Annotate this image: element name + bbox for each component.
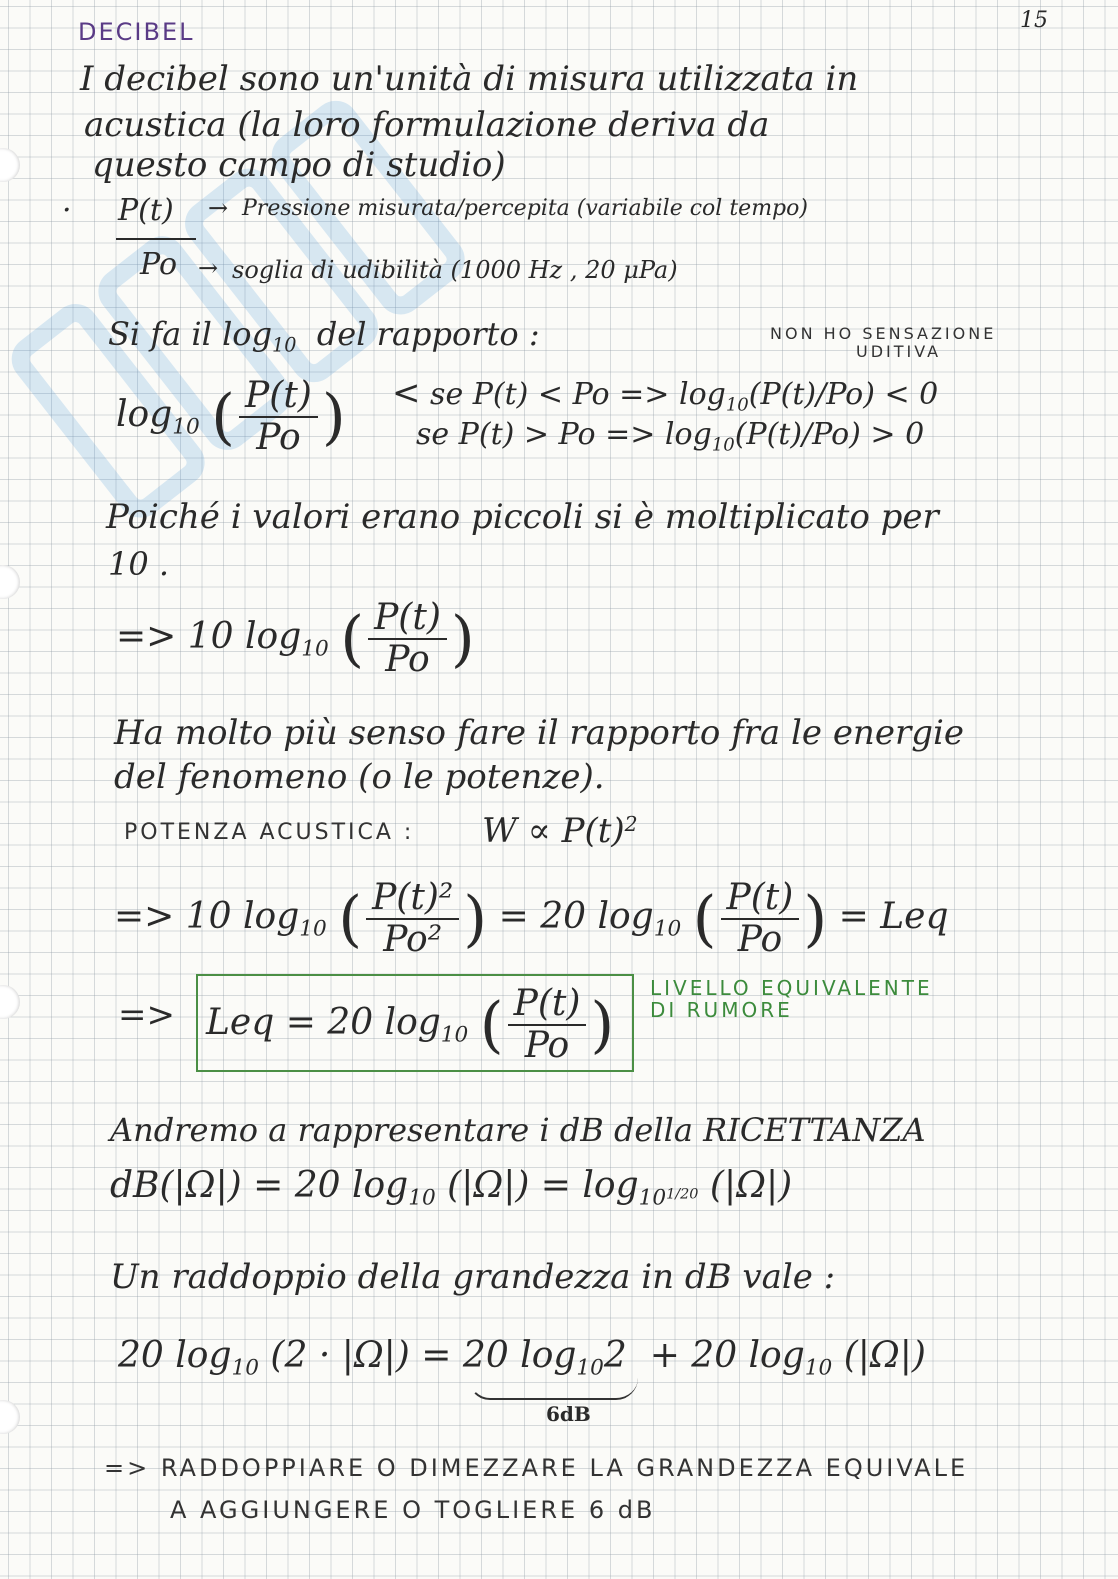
intro-line-2: acustica (la loro formulazione deriva da: [84, 105, 770, 145]
page-number: 15: [1020, 8, 1048, 33]
energy-line-1: Ha molto più senso fare il rapporto fra le energie: [114, 713, 964, 753]
multiply-line-2: 10 .: [108, 545, 170, 583]
page-title: DECIBEL: [78, 18, 195, 46]
intro-line-1: I decibel sono un'unità di misura utilizzata in: [80, 59, 859, 99]
conclusion-line-1: => RADDOPPIARE O DIMEZZARE LA GRANDEZZA EQUIVALE: [104, 1454, 969, 1482]
power-expression: $W \propto P(t)^2$: [482, 811, 638, 852]
binder-hole: [0, 148, 20, 182]
brace-label: 6dB: [546, 1402, 591, 1426]
log-intro: Si fa il $\log_{10}$ del rapporto :: [108, 315, 540, 357]
db-formula: dB(|Ω|) = 20 $\log_{10} (|\Omega|) = \log_{10}1/20$ (|Ω|): [110, 1165, 793, 1211]
energy-line-2: del fenomeno (o le potenze).: [114, 757, 605, 797]
no-sensation-note: NON HO SENSAZIONE UDITIVA: [770, 324, 997, 361]
conclusion-line-2: A AGGIUNGERE O TOGLIERE 6 dB: [170, 1496, 656, 1524]
log-case-2: se $P(t) > Po => \log_{10}(P(t)/Po) > 0$: [416, 417, 925, 456]
doubling-formula: 20 $\log_{10} (2 \cdot |\Omega|) = 20$ $\log_{10}2 + 20$ $\log_{10} (|\Omega|)$: [118, 1335, 926, 1381]
formula-leq-arrow: =>: [118, 995, 175, 1035]
binder-hole: [0, 1400, 20, 1434]
doubling-intro: Un raddoppio della grandezza in dB vale :: [110, 1257, 836, 1297]
ratio-num-note: Pressione misurata/percepita (variabile col tempo): [242, 196, 808, 221]
formula-derivation: => 10 $\log_{10}$ ( $\frac{\text{P(t)²}}{\text{Po²}}$ ) = 20 $\log_{10}$ ( $\frac{P(t)}{Po}$ ) = Leq: [114, 877, 949, 960]
ratio-denominator: Po: [140, 247, 178, 282]
ratio-den-arrow: →: [198, 254, 219, 282]
ratio-fraction-bar: [116, 238, 196, 240]
db-intro: Andremo a rappresentare i dB della RICETTANZA: [110, 1111, 926, 1149]
underbrace: [468, 1378, 638, 1400]
bullet-dot: ·: [62, 193, 72, 228]
ratio-den-note: soglia di udibilità (1000 Hz , 20 μPa): [232, 256, 678, 284]
power-label: POTENZA ACUSTICA :: [124, 820, 415, 845]
formula-10log: => 10 $\log_{10}$ ( $\frac{P(t)}{Po}$ ): [116, 597, 475, 680]
log-case-1: < se $P(t) < Po => \log_{10}(P(t)/Po) < 0$: [392, 373, 939, 416]
intro-line-3: questo campo di studio): [92, 145, 506, 185]
log-cases-left: $\log_{10}$ ( $\frac{P(t)}{Po}$ ): [116, 375, 346, 458]
binder-hole: [0, 565, 20, 599]
binder-hole: [0, 985, 20, 1019]
formula-leq: Leq = 20 $\log_{10}$ ( $\frac{P(t)}{Po}$ ): [206, 983, 615, 1066]
ratio-num-arrow: →: [208, 194, 229, 222]
leq-note: LIVELLO EQUIVALENTE DI RUMORE: [650, 976, 933, 1022]
ratio-numerator: P(t): [118, 193, 174, 228]
multiply-line-1: Poiché i valori erano piccoli si è moltiplicato per: [106, 497, 939, 537]
